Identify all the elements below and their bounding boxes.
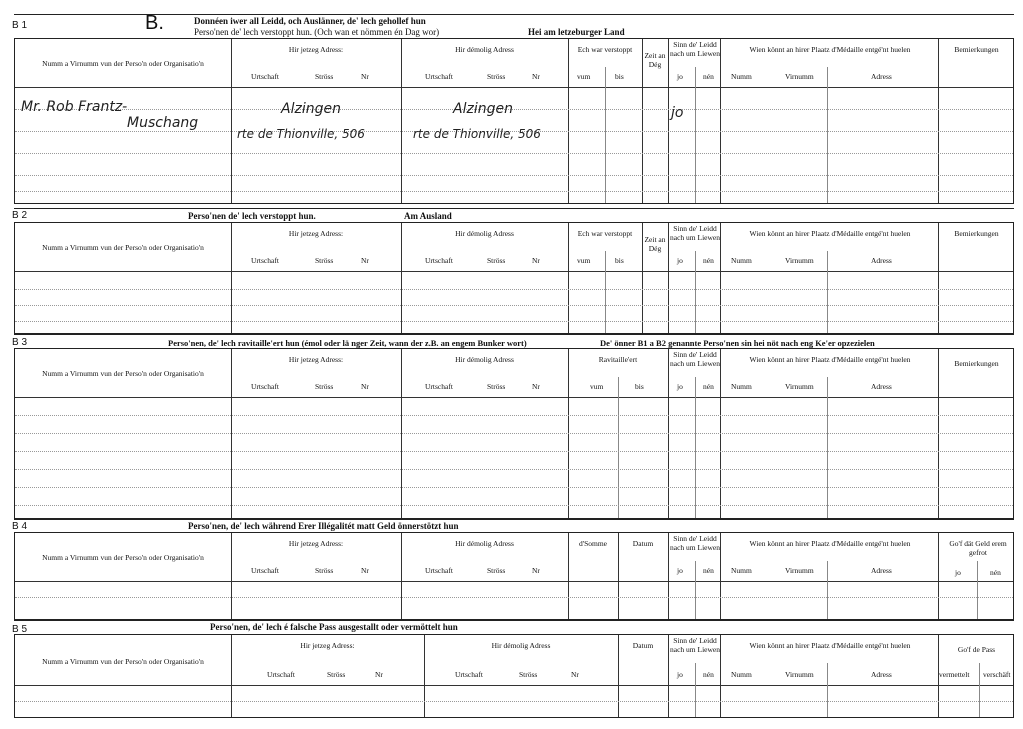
sub-stross: Ströss: [487, 72, 506, 81]
sub-jo: jo: [955, 568, 961, 577]
sub-numm: Numm: [731, 72, 752, 81]
sub-urtschaft: Urtschaft: [425, 72, 453, 81]
sub-vum: vum: [590, 382, 604, 391]
sub-numm: Numm: [731, 256, 752, 265]
sub-bis: bis: [615, 72, 624, 81]
col-remarks-header: Bemierkungen: [954, 359, 999, 368]
sub-urtschaft: Urtschaft: [267, 670, 295, 679]
col-hidden-header: Ech war verstoppt: [577, 229, 633, 238]
b4-rule: [14, 518, 1014, 519]
handwritten-street-then: rte de Thionville, 506: [413, 127, 541, 141]
col-alive-header: Sinn de' Leidd nach um Liewen: [670, 40, 720, 58]
sub-nr: Nr: [532, 256, 540, 265]
table-b1: [14, 38, 1014, 204]
col-medal-header: Wien könnt an hirer Plaatz d'Médaille entgé'nt huelen: [749, 355, 911, 364]
col-time-header: Zeit an Dég: [644, 235, 666, 253]
b2-title-b: Am Ausland: [404, 211, 452, 221]
col-alive-header: Sinn de' Leidd nach um Liewen: [670, 636, 720, 654]
sub-virnumm: Virnumm: [785, 256, 814, 265]
sub-nr: Nr: [571, 670, 579, 679]
sub-nr: Nr: [361, 72, 369, 81]
sub-nr: Nr: [532, 72, 540, 81]
handwritten-town-then: Alzingen: [453, 101, 513, 117]
form-letter: B.: [145, 12, 164, 34]
section-code-b4: B 4: [12, 521, 28, 532]
sub-virnumm: Virnumm: [785, 670, 814, 679]
sub-nr: Nr: [532, 566, 540, 575]
sub-stross: Ströss: [315, 72, 334, 81]
b2-title: Perso'nen de' lech verstoppt hun.: [188, 211, 316, 221]
sub-nr: Nr: [361, 256, 369, 265]
sub-numm: Numm: [731, 670, 752, 679]
b1-title-line2b: Hei am letzeburger Land: [528, 27, 625, 37]
handwritten-street-now: rte de Thionville, 506: [237, 127, 365, 141]
sub-stross: Ströss: [487, 566, 506, 575]
sub-nen: nén: [703, 256, 714, 265]
sub-jo: jo: [677, 670, 683, 679]
sub-urtschaft: Urtschaft: [251, 382, 279, 391]
col-name-header: Numm a Virnumm vun der Perso'n oder Organisatio'n: [42, 657, 204, 666]
col-name-header: Numm a Virnumm vun der Perso'n oder Organisatio'n: [42, 243, 204, 252]
col-somme-header: d'Somme: [578, 539, 608, 548]
section-code-b5: B 5: [12, 624, 28, 635]
sub-nr: Nr: [361, 566, 369, 575]
b4-title: Perso'nen, de' lech während Erer Illégalitét matt Geld önnerstötzt hun: [188, 521, 459, 531]
sub-bis: bis: [615, 256, 624, 265]
col-address-now-header: Hir jetzeg Adress:: [288, 45, 344, 54]
sub-stross: Ströss: [315, 566, 334, 575]
sub-jo: jo: [677, 382, 683, 391]
section-code-b3: B 3: [12, 337, 28, 348]
sub-nen: nén: [703, 72, 714, 81]
col-medal-header: Wien könnt an hirer Plaatz d'Médaille entgé'nt huelen: [749, 45, 911, 54]
sub-nen: nén: [990, 568, 1001, 577]
sub-virnumm: Virnumm: [785, 566, 814, 575]
col-address-then-header: Hir démolig Adress: [455, 229, 514, 238]
col-time-header: Zeit an Dég: [644, 51, 666, 69]
sub-virnumm: Virnumm: [785, 382, 814, 391]
b2-rule: [14, 208, 1014, 209]
sub-vum: vum: [577, 256, 591, 265]
b5-rule: [14, 620, 1014, 621]
col-medal-header: Wien könnt an hirer Plaatz d'Médaille entgé'nt huelen: [749, 641, 911, 650]
table-b4: [14, 532, 1014, 620]
sub-virnumm: Virnumm: [785, 72, 814, 81]
b3-rule: [14, 334, 1014, 335]
sub-jo: jo: [677, 256, 683, 265]
col-alive-header: Sinn de' Leidd nach um Liewen: [670, 534, 720, 552]
sub-adress: Adress: [871, 566, 892, 575]
sub-urtschaft: Urtschaft: [251, 72, 279, 81]
sub-vermettelt: vermettelt: [939, 670, 970, 679]
sub-nr: Nr: [532, 382, 540, 391]
sub-stross: Ströss: [315, 256, 334, 265]
sub-jo: jo: [677, 566, 683, 575]
sub-numm: Numm: [731, 566, 752, 575]
b5-title: Perso'nen, de' lech é falsche Pass ausgestallt oder vermöttelt hun: [210, 622, 458, 632]
table-b2: [14, 222, 1014, 334]
col-datum-header: Datum: [632, 539, 654, 548]
sub-verschaft: verschäft: [983, 670, 1011, 679]
sub-adress: Adress: [871, 382, 892, 391]
sub-urtschaft: Urtschaft: [425, 382, 453, 391]
sub-nr: Nr: [375, 670, 383, 679]
sub-vum: vum: [577, 72, 591, 81]
sub-numm: Numm: [731, 382, 752, 391]
top-rule: [14, 14, 1014, 15]
sub-stross: Ströss: [327, 670, 346, 679]
sub-urtschaft: Urtschaft: [425, 256, 453, 265]
col-address-then-header: Hir démolig Adress: [455, 355, 514, 364]
sub-nen: nén: [703, 566, 714, 575]
sub-stross: Ströss: [487, 382, 506, 391]
sub-nr: Nr: [361, 382, 369, 391]
b1-title-line1: Donnéen iwer all Leidd, och Auslänner, de' lech gehollef hun: [194, 16, 426, 26]
sub-bis: bis: [635, 382, 644, 391]
handwritten-town-now: Alzingen: [281, 101, 341, 117]
col-address-now-header: Hir jetzeg Adress:: [288, 229, 344, 238]
sub-urtschaft: Urtschaft: [251, 256, 279, 265]
b3-title-b: De' önner B1 a B2 genannte Perso'nen sin hei nöt nach eng Ke'er opzezielen: [600, 338, 875, 348]
sub-adress: Adress: [871, 256, 892, 265]
col-datum-header: Datum: [632, 641, 654, 650]
col-address-then-header: Hir démolig Adress: [455, 539, 514, 548]
sub-nen: nén: [703, 382, 714, 391]
col-ravitaille-header: Ravitaille'ert: [598, 355, 638, 364]
col-medal-header: Wien könnt an hirer Plaatz d'Médaille entgé'nt huelen: [749, 539, 911, 548]
handwritten-name-line2: Muschang: [127, 115, 199, 131]
table-b3: [14, 348, 1014, 520]
sub-urtschaft: Urtschaft: [425, 566, 453, 575]
section-code-b1: B 1: [12, 20, 28, 31]
col-remarks-header: Bemierkungen: [954, 229, 999, 238]
sub-stross: Ströss: [519, 670, 538, 679]
b1-title-line2: Perso'nen de' lech verstoppt hun. (Och wan et nömmen én Dag wor): [194, 27, 440, 37]
header-divider: [15, 87, 1013, 88]
col-name-header: Numm a Virnumm vun der Perso'n oder Organisatio'n: [42, 553, 204, 562]
col-medal-header: Wien könnt an hirer Plaatz d'Médaille entgé'nt huelen: [749, 229, 911, 238]
col-alive-header: Sinn de' Leidd nach um Liewen: [670, 350, 720, 368]
col-address-now-header: Hir jetzeg Adress:: [288, 355, 344, 364]
sub-nen: nén: [703, 670, 714, 679]
col-address-now-header: Hir jetzeg Adress:: [288, 539, 344, 548]
sub-adress: Adress: [871, 72, 892, 81]
col-money-returned-header: Go'f dät Geld erem gefrot: [949, 539, 1007, 557]
col-pass-header: Go'f de Pass: [957, 645, 996, 654]
sub-adress: Adress: [871, 670, 892, 679]
handwritten-jo: jo: [671, 105, 684, 121]
col-alive-header: Sinn de' Leidd nach um Liewen: [670, 224, 720, 242]
sub-urtschaft: Urtschaft: [251, 566, 279, 575]
col-address-then-header: Hir démolig Adress: [491, 641, 551, 650]
section-code-b2: B 2: [12, 210, 28, 221]
handwritten-name-line1: Mr. Rob Frantz-: [21, 99, 128, 115]
table-b5: [14, 634, 1014, 718]
col-name-header: Numm a Virnumm vun der Perso'n oder Organisatio'n: [42, 59, 204, 68]
sub-stross: Ströss: [487, 256, 506, 265]
col-hidden-header: Ech war verstoppt: [577, 45, 633, 54]
sub-stross: Ströss: [315, 382, 334, 391]
col-address-now-header: Hir jetzeg Adress:: [300, 641, 355, 650]
b3-title: Perso'nen, de' lech ravitaille'ert hun (émol oder lä nger Zeit, wann der z.B. an engem Bunker wort): [168, 338, 527, 348]
sub-jo: jo: [677, 72, 683, 81]
col-address-then-header: Hir démolig Adress: [455, 45, 514, 54]
col-name-header: Numm a Virnumm vun der Perso'n oder Organisatio'n: [42, 369, 204, 378]
col-remarks-header: Bemierkungen: [954, 45, 999, 54]
sub-urtschaft: Urtschaft: [455, 670, 483, 679]
